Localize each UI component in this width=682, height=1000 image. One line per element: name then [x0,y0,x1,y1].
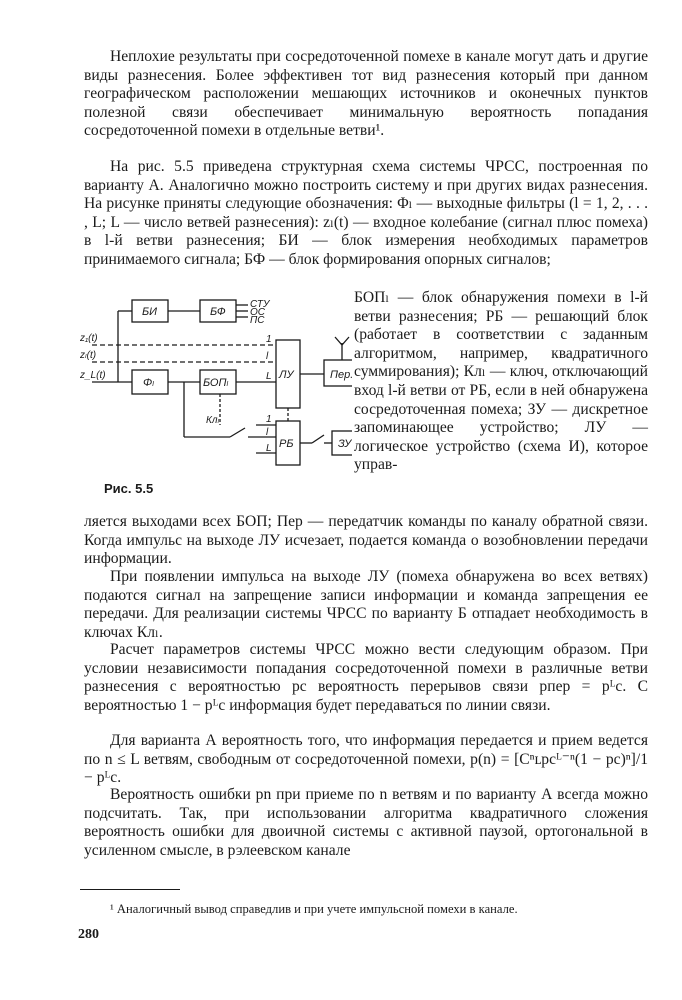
label-phi: Φₗ [143,377,155,389]
paragraph-1: Неплохие результаты при сосредоточенной помехе в канале могут дать и другие виды разнесения. Более эффективен тот вид разнесения который при данном географическом расположении мешающих источников и оконечных пунктов полезной связи обеспечивает минимальную вероятность попадания сосредоточенной помехи в отдельные ветви¹. [84,48,648,140]
label-kl: Клₗ [206,415,220,426]
label-l-b: l [266,427,269,438]
label-zL: z_L(t) [80,370,106,381]
label-L-a: L [266,371,272,382]
footnote: ¹ Аналогичный вывод справедлив и при учете импульсной помехи в канале. [110,902,518,916]
paragraph-6: Вероятность ошибки pn при приеме по n ветвям и по варианту А всегда можно подсчитать. Так, при использовании алгоритма квадратичного сложения вероятность ошибки для двоичной системы с активной паузой, ортогональной в усиленном смысле, в рэлеевском канале [84,786,648,859]
paragraph-4: Расчет параметров системы ЧРСС можно вести следующим образом. При условии независимости попадания сосредоточенной помехи в различные ветви разнесения с вероятностью pc вероятность перерывов связи pпер = pᴸc. С вероятностью 1 − pᴸc информация будет передаваться по линии связи. [84,641,648,714]
figure-5-5-diagram [80,285,352,475]
label-ps: ПС [250,315,265,326]
label-bf: БФ [210,306,226,318]
block-diagram [80,285,352,475]
paragraph-2-bottom: ляется выходами всех БОП; Пер — передатчик команды по каналу обратной связи. Когда импульс на выходе ЛУ исчезает, подается команда о возобновлении передачи информации. [84,513,648,568]
label-L-b: L [266,443,272,454]
label-l-a: l [266,351,269,362]
paragraph-2-side: БОПₗ — блок обнаружения помехи в l-й ветви разнесения; РБ — решающий блок (работает в соответствии с заданным алгоритмом, например, квадратичного суммирования); Клₗ — ключ, отключающий вход l-й ветви от РБ, если в ней обнаружена сосредоточенная помеха; ЗУ — дискретное запоминающее устройство; ЛУ — логическое устройство (схема И), которое управ- [354,289,648,474]
figure-caption: Рис. 5.5 [104,481,154,496]
label-bop: БОПₗ [203,377,229,389]
paragraph-5: Для варианта А вероятность того, что информация передается и прием ведется по n ≤ L ветвям, свободным от сосредоточенной помехи, p(n) = [Cⁿʟpcᴸ⁻ⁿ(1 − pc)ⁿ]/1 − pᴸc. [84,732,648,787]
paragraph-3: При появлении импульса на выходе ЛУ (помеха обнаружена во всех ветвях) подаются сигнал на запрещение записи информации и команда запрещения ее передачи. Для реализации системы ЧРСС по варианту Б отпадает необходимость в ключах Клₗ. [84,568,648,641]
label-lu: ЛУ [279,369,294,381]
label-os: ОС [250,307,265,318]
label-z1: z₁(t) [80,333,98,344]
label-zl: zₗ(t) [80,350,97,361]
label-rb: РБ [279,438,294,450]
label-one-b: 1 [266,414,272,425]
label-stu: СТУ [250,299,270,310]
label-bi: БИ [142,306,158,318]
paragraph-2-top: На рис. 5.5 приведена структурная схема системы ЧРСС, построенная по варианту А. Аналогично можно построить систему и при других видах разнесения. На рисунке приняты следующие обозначения: Φₗ — выходные фильтры (l = 1, 2, . . . , L; L — число ветвей разнесения): zₗ(t) — входное колебание (сигнал плюс помеха) в l-й ветви разнесения; БИ — блок измерения необходимых параметров принимаемого сигнала; БФ — блок формирования опорных сигналов; [84,158,648,268]
footnote-rule [80,889,180,890]
label-zu: ЗУ [338,438,352,450]
label-per: Пер. [330,369,352,381]
page-number: 280 [78,927,99,942]
label-one-a: 1 [266,334,272,345]
